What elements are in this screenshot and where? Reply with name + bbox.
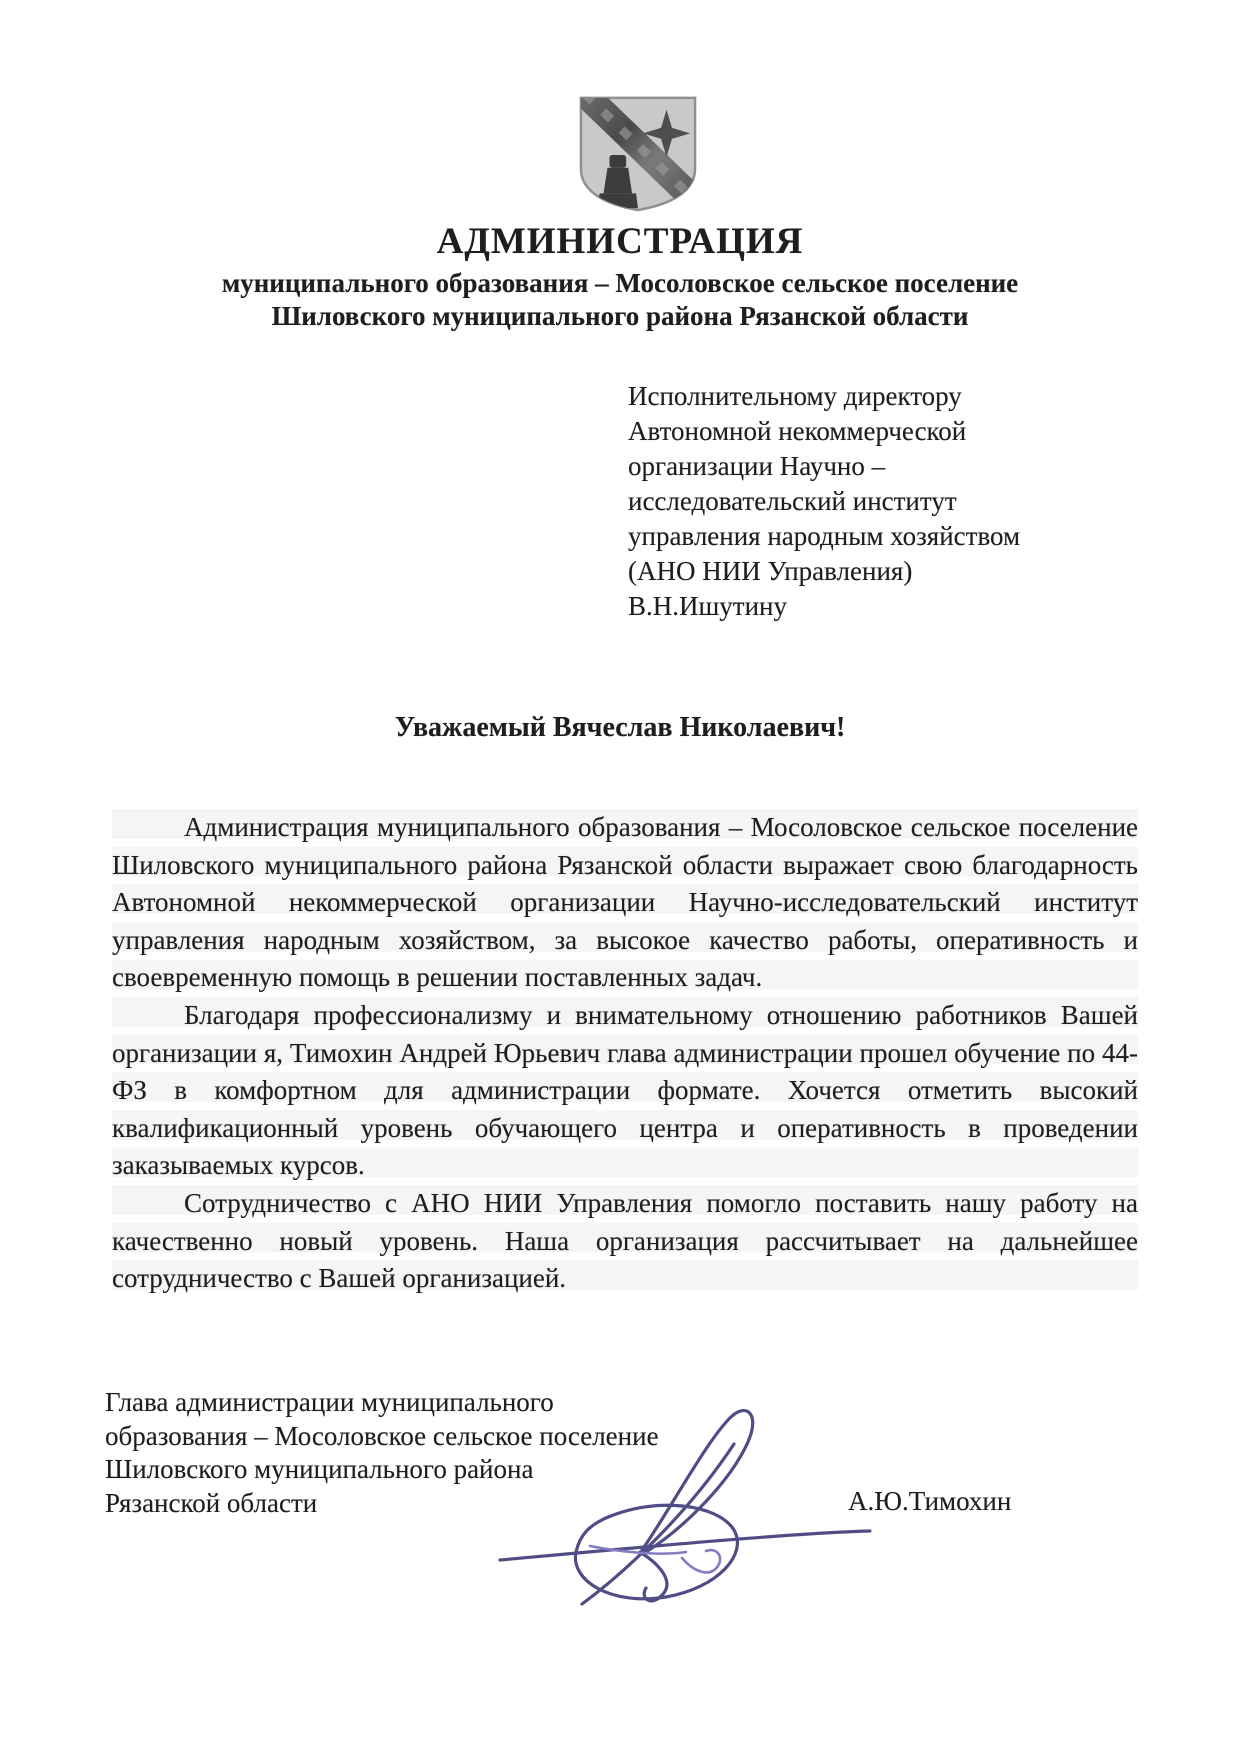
body-paragraph: Сотрудничество с АНО НИИ Управления помогло поставить нашу работу на качественно новый уровень. Наша организация рассчитывает на дальнейшее сотрудничество с Вашей организацией. xyxy=(112,1185,1138,1298)
org-subtitle-line1: муниципального образования – Мосоловское сельское поселение xyxy=(221,268,1019,298)
salutation: Уважаемый Вячеслав Николаевич! xyxy=(394,712,846,743)
handwritten-signature xyxy=(470,1400,900,1618)
addressee-line: исследовательский институт xyxy=(628,486,957,516)
letter-body xyxy=(112,809,1138,1298)
addressee-line: Автономной некоммерческой xyxy=(628,416,967,446)
addressee-line: Исполнительному директору xyxy=(628,381,962,411)
addressee-block xyxy=(628,379,1108,624)
signatory-title-line: образования – Мосоловское сельское поселение xyxy=(105,1420,659,1451)
addressee-line: управления народным хозяйством xyxy=(628,521,1021,551)
addressee-line: В.Н.Ишутину xyxy=(628,591,787,621)
org-subtitle-line2: Шиловского муниципального района Рязанской области xyxy=(271,301,969,331)
addressee-line: организации Научно – xyxy=(628,451,886,481)
body-paragraph: Благодаря профессионализму и внимательному отношению работников Вашей организации я, Тимохин Андрей Юрьевич глава администрации прошел обучение по 44-ФЗ в комфортном для администрации формате. Хочется отметить высокий квалификационный уровень обучающего центра и оперативность в проведении заказываемых курсов. xyxy=(112,997,1138,1185)
addressee-line: (АНО НИИ Управления) xyxy=(628,556,913,586)
signatory-title-line: Рязанской области xyxy=(105,1487,318,1518)
coat-of-arms-icon xyxy=(572,92,704,214)
signatory-title-line: Глава администрации муниципального xyxy=(105,1387,554,1417)
body-paragraph: Администрация муниципального образования – Мосоловское сельское поселение Шиловского муниципального района Рязанской области выражает свою благодарность Автономной некоммерческой организации Научно-исследовательский институт управления народным хозяйством, за высокое качество работы, оперативность и своевременную помощь в решении поставленных задач. xyxy=(112,809,1138,997)
signatory-name: А.Ю.Тимохин xyxy=(848,1486,1012,1516)
org-title: АДМИНИСТРАЦИЯ xyxy=(436,221,804,262)
signatory-title-line: Шиловского муниципального района xyxy=(105,1454,534,1484)
